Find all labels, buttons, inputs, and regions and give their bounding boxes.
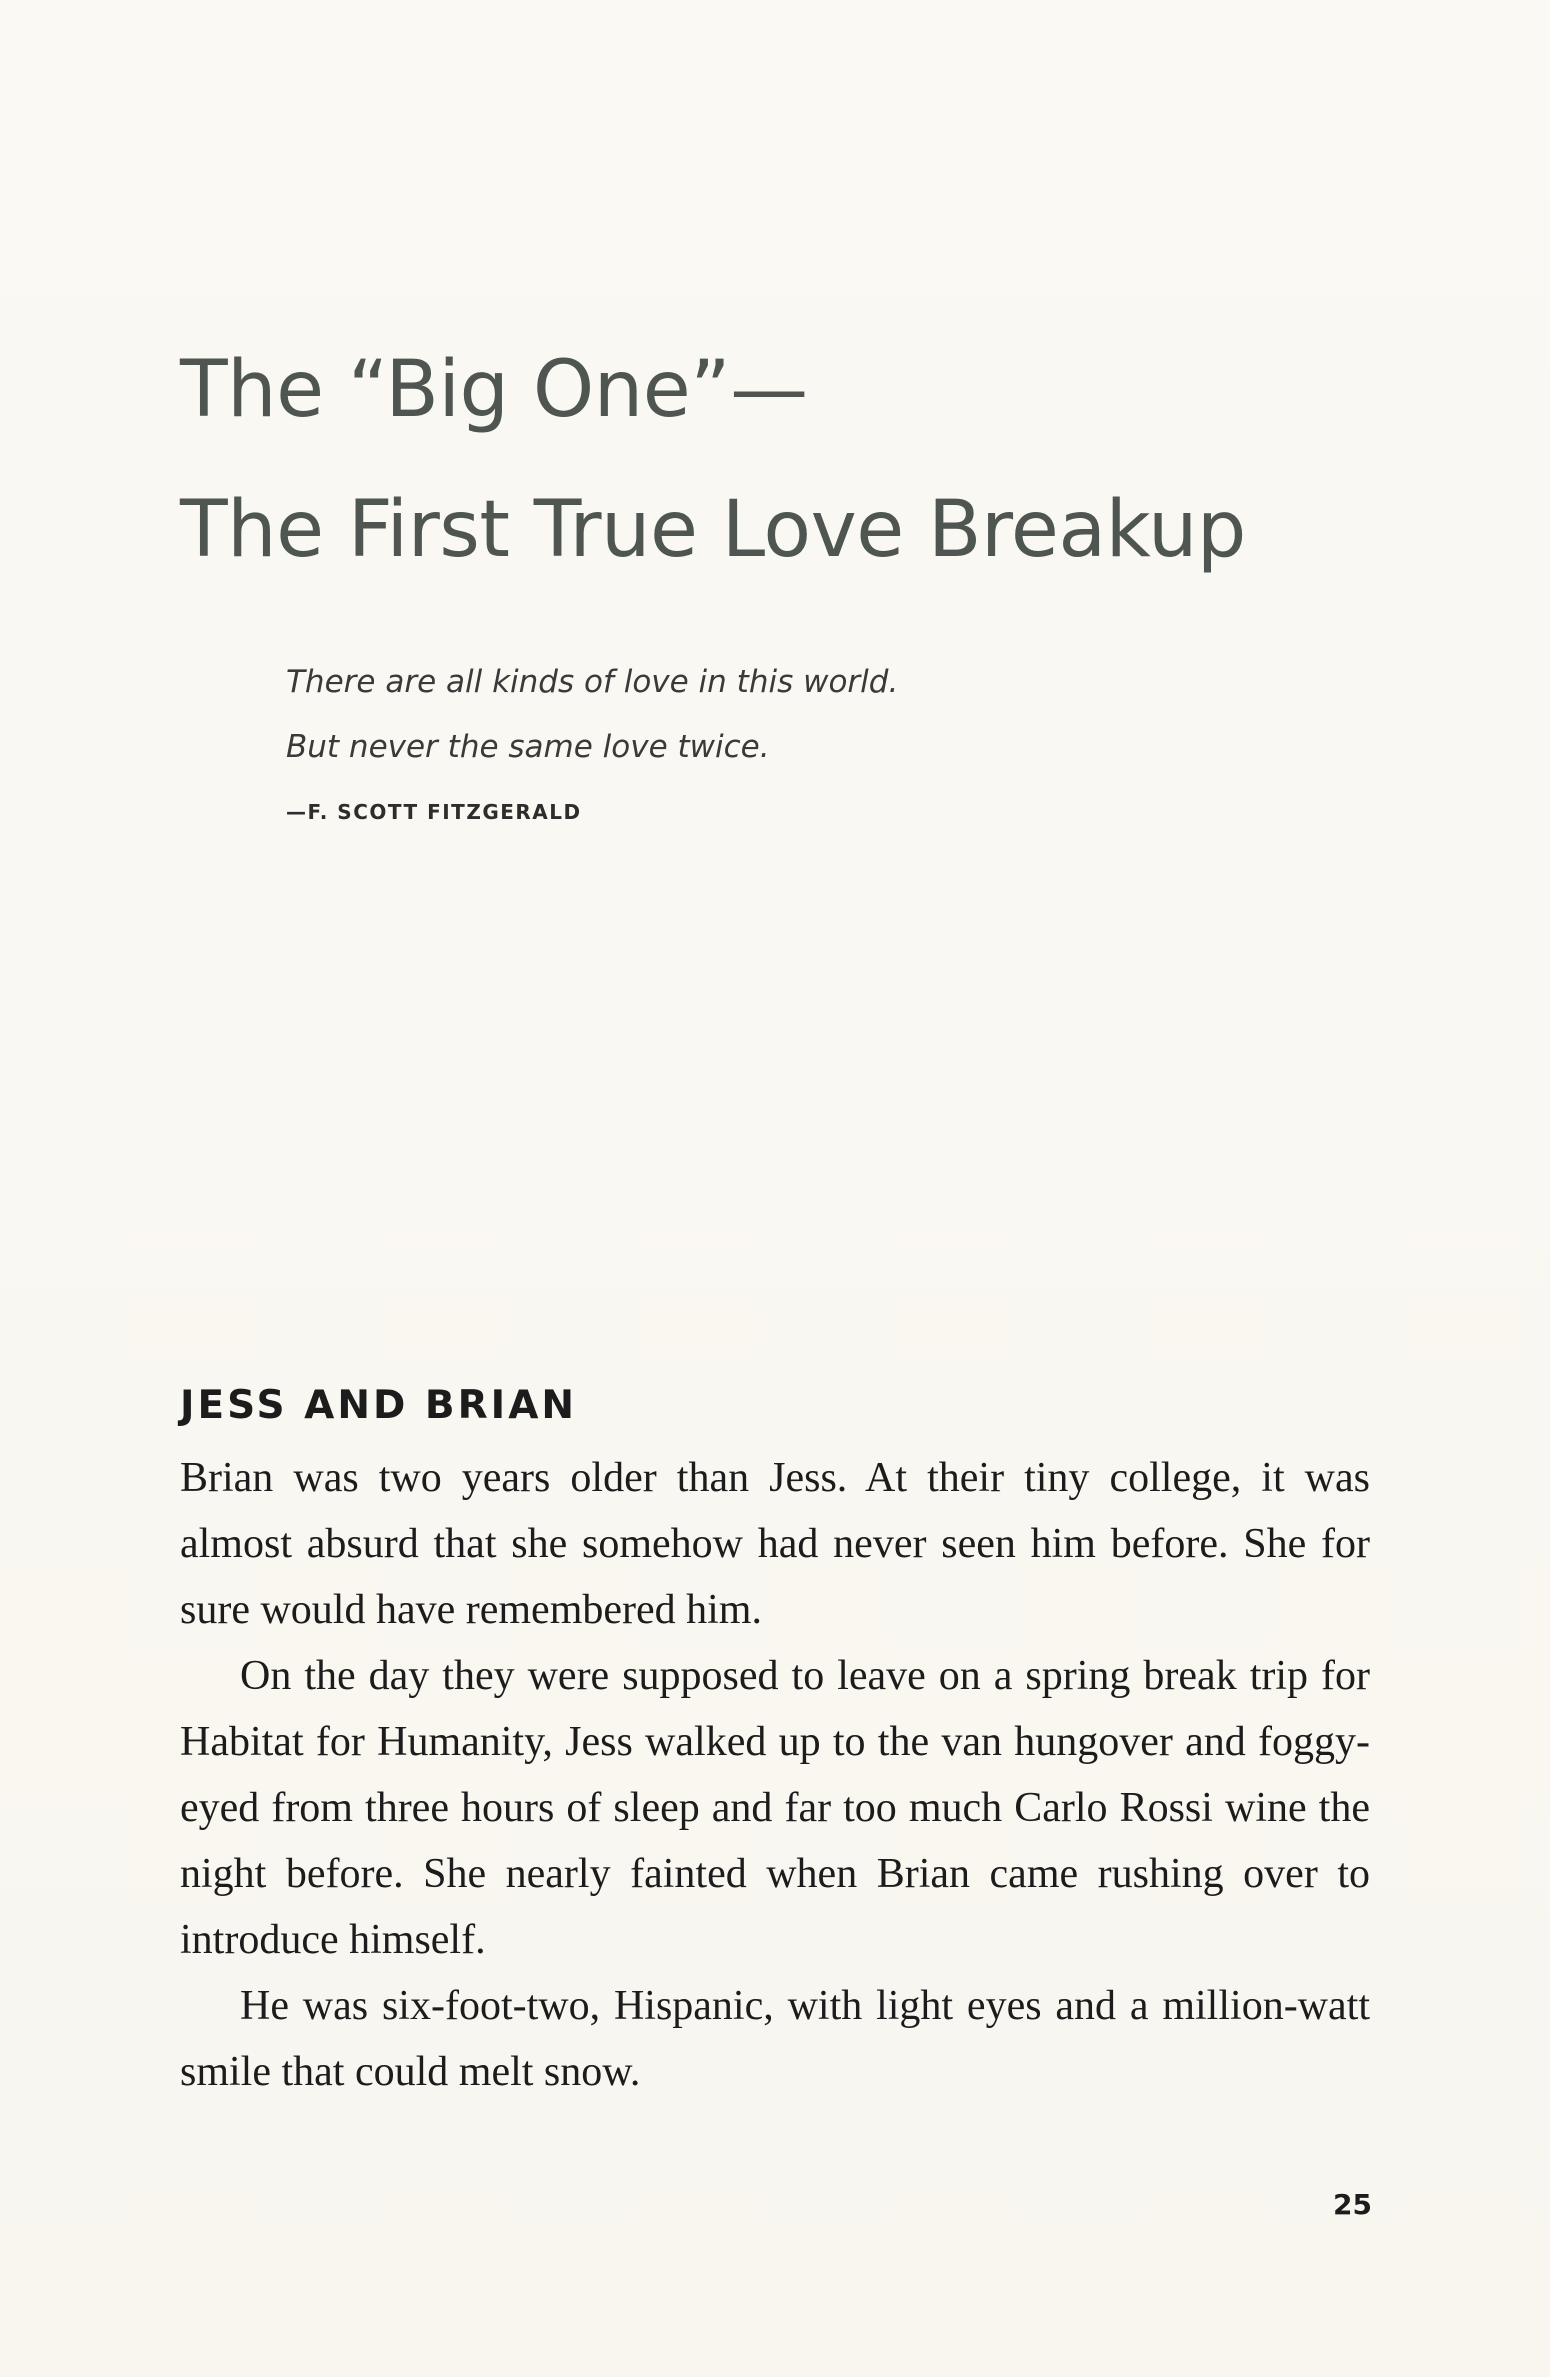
chapter-title (180, 320, 1380, 600)
body-paragraph-1: Brian was two years older than Jess. At their tiny college, it was almost absurd that she somehow had never seen him before. She for sure would have remembered him. (180, 1455, 1370, 1633)
chapter-title-line-1: The “Big One”— (180, 345, 808, 435)
page-number: 25 (1333, 2188, 1372, 2221)
body-paragraph-3: He was six-foot-two, Hispanic, with light eyes and a million-watt smile that could melt snow. (180, 1983, 1370, 2095)
section-heading: JESS AND BRIAN (180, 1383, 578, 1428)
chapter-title-line-2: The First True Love Breakup (180, 485, 1246, 575)
epigraph-line-1: There are all kinds of love in this world. (286, 664, 899, 700)
body-text (180, 1445, 1370, 2105)
epigraph-attribution: —F. SCOTT FITZGERALD (286, 800, 582, 824)
epigraph-line-2: But never the same love twice. (286, 729, 770, 765)
body-paragraph-2: On the day they were supposed to leave on a spring break trip for Habitat for Humanity, Jess walked up to the van hungover and foggy-eyed from three hours of sleep and far too much Carlo Rossi wine the night before. She nearly fainted when Brian came rushing over to introduce himself. (180, 1653, 1370, 1963)
epigraph-quote (286, 650, 1286, 780)
